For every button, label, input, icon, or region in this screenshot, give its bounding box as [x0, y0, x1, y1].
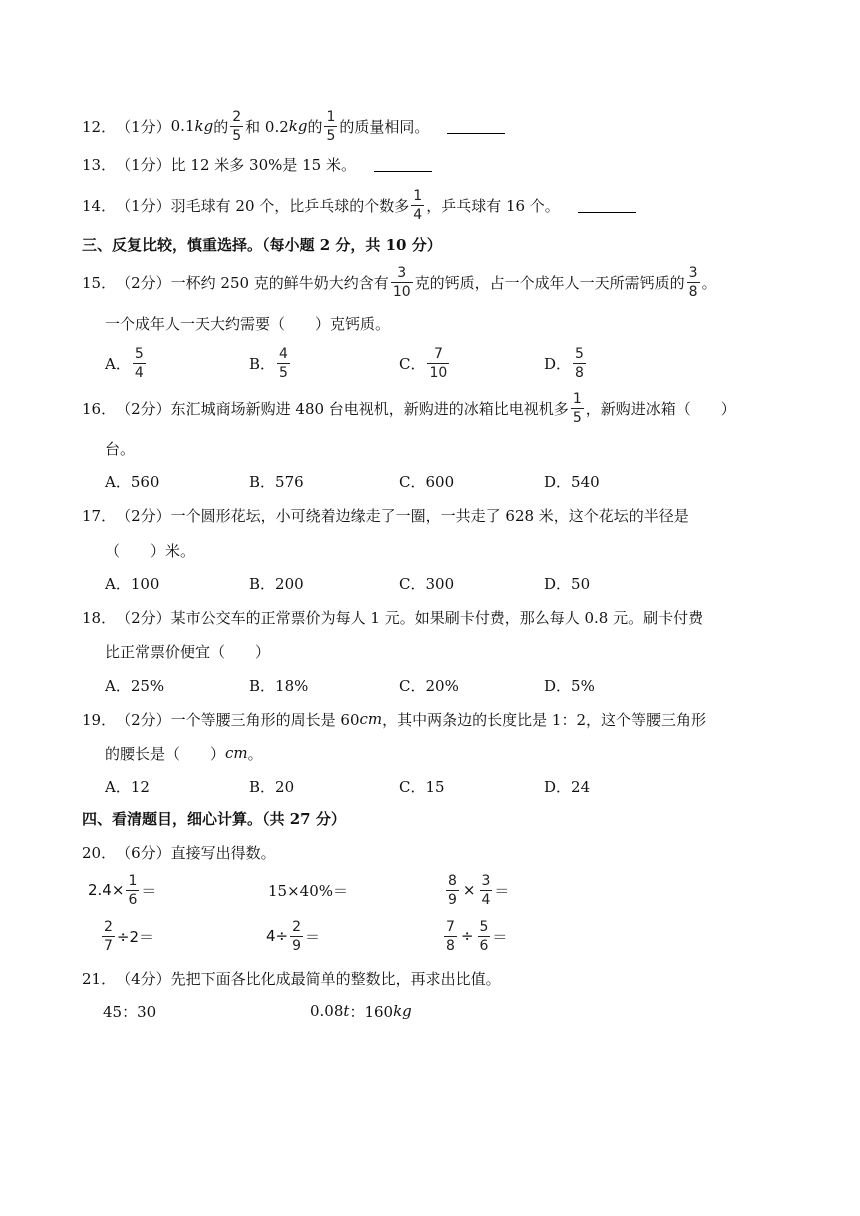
question-number: 18． [82, 608, 117, 627]
option-d[interactable]: D．5% [544, 676, 595, 695]
question-number: 20． [82, 843, 117, 862]
answer-blank[interactable] [447, 119, 505, 134]
option-b[interactable]: B．576 [249, 472, 304, 491]
expression-4: $\frac{2}{7}$ ÷2＝ [104, 918, 155, 954]
fraction: $\frac{3}{10}$ [392, 264, 411, 300]
fraction: $\frac{1}{5}$ [326, 108, 336, 144]
answer-blank[interactable] [578, 198, 636, 213]
option-a[interactable]: A．100 [105, 574, 160, 593]
question-17-line2: （ ）米。 [105, 541, 196, 560]
question-18-line2: 比正常票价便宜（ ） [105, 642, 271, 661]
option-a[interactable]: A． $\frac{5}{4}$ [105, 345, 144, 381]
question-number: 21． [82, 969, 117, 988]
fraction: $\frac{1}{4}$ [413, 187, 423, 223]
answer-blank[interactable] [374, 157, 432, 172]
option-a[interactable]: A．560 [105, 472, 160, 491]
fraction: $\frac{2}{5}$ [232, 108, 242, 144]
question-17: 17． （2分）一个圆形花坛，小可绕着边缘走了一圈，一共走了 628 米，这个花坛的半径是 [82, 506, 689, 525]
expression-5: 4÷ $\frac{2}{9}$ ＝ [266, 918, 321, 954]
option-d[interactable]: D．540 [544, 472, 600, 491]
expression-3: $\frac{8}{9}$ × $\frac{3}{4}$ ＝ [448, 872, 510, 908]
fraction: $\frac{1}{5}$ [572, 390, 582, 426]
option-b[interactable]: B．200 [249, 574, 304, 593]
question-number: 12． [82, 117, 117, 136]
question-number: 19． [82, 710, 117, 729]
option-d[interactable]: D．24 [544, 777, 591, 796]
option-a[interactable]: A．12 [105, 777, 150, 796]
option-c[interactable]: C．20% [399, 676, 459, 695]
question-16-line2: 台。 [105, 439, 136, 458]
option-d[interactable]: D．50 [544, 574, 591, 593]
expression-1: 2.4× $\frac{1}{6}$ ＝ [88, 872, 157, 908]
question-19-line2: 的腰长是（ ） cm 。 [105, 744, 263, 763]
option-b[interactable]: B．18% [249, 676, 309, 695]
option-b[interactable]: B． $\frac{4}{5}$ [249, 345, 288, 381]
fraction: $\frac{3}{8}$ [688, 264, 698, 300]
question-number: 13． [82, 155, 117, 174]
question-number: 15． [82, 273, 117, 292]
question-number: 16． [82, 399, 117, 418]
section-heading-4: 四、看清题目，细心计算。（共 27 分） [82, 809, 346, 828]
question-15: 15． （2分）一杯约 250 克的鲜牛奶大约含有 $\frac{3}{10}$ 克的钙质，占一个成年人一天所需钙质的 $\frac{3}{8}$ 。 [82, 264, 717, 300]
option-d[interactable]: D． $\frac{5}{8}$ [544, 345, 584, 381]
question-16: 16． （2分）东汇城商场新购进 480 台电视机，新购进的冰箱比电视机多 $\frac{1}{5}$ ，新购进冰箱（ ） [82, 390, 736, 426]
expression-6: $\frac{7}{8}$ ÷ $\frac{5}{6}$ ＝ [446, 918, 508, 954]
option-c[interactable]: C．15 [399, 777, 445, 796]
question-14: 14． （1分）羽毛球有 20 个，比乒乓球的个数多 $\frac{1}{4}$ ，乒乓球有 16 个。 [82, 190, 636, 220]
question-18: 18． （2分）某市公交车的正常票价为每人 1 元。如果刷卡付费，那么每人 0.8 元。刷卡付费 [82, 608, 704, 627]
question-15-line2: 一个成年人一天大约需要（ ）克钙质。 [105, 314, 391, 333]
question-19: 19． （2分）一个等腰三角形的周长是 60 cm ，其中两条边的长度比是 1：2，这个等腰三角形 [82, 710, 706, 729]
question-12: 12． （1分） 0.1 kg 的 $\frac{2}{5}$ 和 0.2 kg 的 $\frac{1}{5}$ 的质量相同。 [82, 111, 505, 141]
option-c[interactable]: C． $\frac{7}{10}$ [399, 345, 448, 381]
question-21: 21． （4分）先把下面各比化成最简单的整数比，再求出比值。 [82, 969, 501, 988]
question-text: （1分）比 12 米多 30%是 15 米。 [116, 155, 356, 174]
section-heading-3: 三、反复比较，慎重选择。（每小题 2 分，共 10 分） [82, 235, 442, 254]
question-number: 17． [82, 506, 117, 525]
question-20: 20． （6分）直接写出得数。 [82, 843, 276, 862]
points: （1分） [116, 117, 171, 136]
option-c[interactable]: C．300 [399, 574, 455, 593]
ratio-1: 45：30 [103, 1002, 157, 1021]
ratio-2: 0.08 t ：160 kg [310, 1002, 412, 1021]
option-b[interactable]: B．20 [249, 777, 295, 796]
question-number: 14． [82, 196, 117, 215]
option-c[interactable]: C．600 [399, 472, 455, 491]
question-13 [82, 152, 432, 176]
option-a[interactable]: A．25% [105, 676, 165, 695]
expression-2: 15×40%＝ [268, 881, 348, 900]
